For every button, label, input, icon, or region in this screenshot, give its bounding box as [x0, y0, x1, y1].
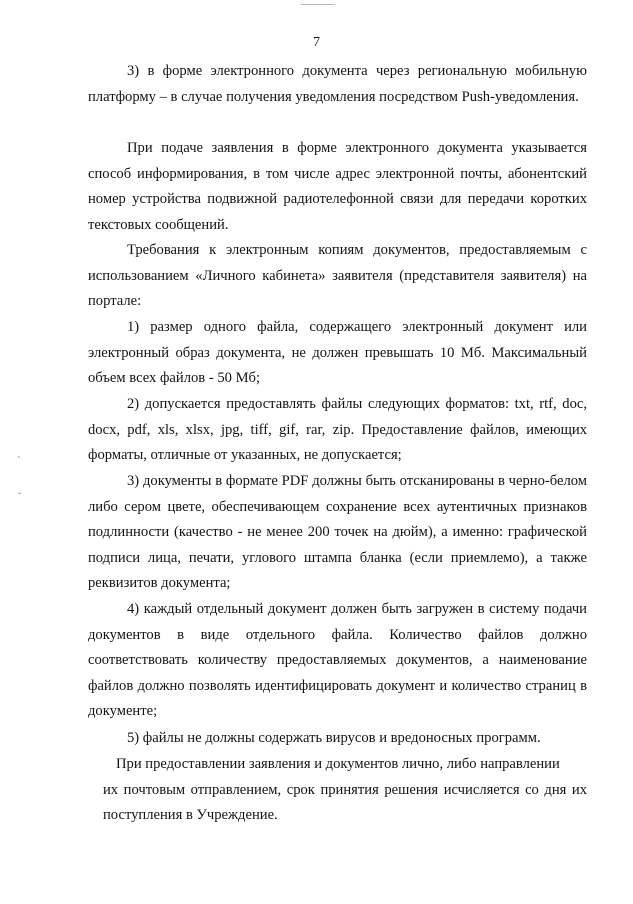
paragraph-text: 5) файлы не должны содержать вирусов и вредоносных программ.	[127, 730, 541, 746]
list-item-separate-files	[88, 597, 587, 725]
margin-mark: ᵕ	[18, 490, 22, 500]
list-item-no-viruses	[88, 726, 587, 752]
paragraph-informing-method	[88, 136, 587, 238]
list-item-pdf-scanning	[88, 469, 587, 597]
paragraph-text: 3) в форме электронного документа через региональную мобильную платформу – в случае получения уведомления посредством Push-уведомления.	[88, 63, 587, 105]
page-number: 7	[313, 35, 320, 50]
paragraph-text: Требования к электронным копиям документов, предоставляемым с использованием «Личного кабинета» заявителя (представителя заявителя) на портале:	[88, 242, 587, 310]
scan-artifact-line	[301, 4, 335, 5]
paragraph-requirements-intro	[88, 238, 587, 315]
paragraph-first-line: При предоставлении заявления и документов лично, либо направлении	[116, 756, 560, 772]
paragraph-push-notification	[88, 59, 587, 110]
paragraph-rest: их почтовым отправлением, срок принятия решения исчисляется со дня их поступления в Учреждение.	[103, 781, 587, 824]
paragraph-text	[103, 752, 587, 829]
list-item-file-formats	[88, 392, 587, 469]
paragraph-text: 2) допускается предоставлять файлы следующих форматов: txt, rtf, doc, docx, pdf, xls, xlsx, jpg, tiff, gif, rar, zip. Предоставление файлов, имеющих форматы, отличные от указанных, не допускается;	[88, 396, 587, 464]
paragraph-text: 1) размер одного файла, содержащего электронный документ или электронный образ документа, не должен превышать 10 Мб. Максимальный объем всех файлов - 50 Мб;	[88, 319, 587, 387]
list-item-file-size	[88, 315, 587, 392]
paragraph-text: 4) каждый отдельный документ должен быть загружен в систему подачи документов в виде отдельного файла. Количество файлов должно соответствовать количеству предоставляемых документов, а наименование файлов должно позволять идентифицировать документ и количество страниц в документе;	[88, 601, 587, 720]
margin-mark: ˎ	[17, 449, 22, 459]
paragraph-decision-deadline	[103, 752, 587, 829]
paragraph-text: При подаче заявления в форме электронного документа указывается способ информирования, в том числе адрес электронной почты, абонентский номер устройства подвижной радиотелефонной связи для передачи коротких текстовых сообщений.	[88, 140, 587, 233]
paragraph-text: 3) документы в формате PDF должны быть отсканированы в черно-белом либо сером цвете, обеспечивающем сохранение всех аутентичных признаков подлинности (качество - не менее 200 точек на дюйм), а именно: графической подписи лица, печати, углового штампа бланка (если приемлемо), а также реквизитов документа;	[88, 473, 587, 592]
